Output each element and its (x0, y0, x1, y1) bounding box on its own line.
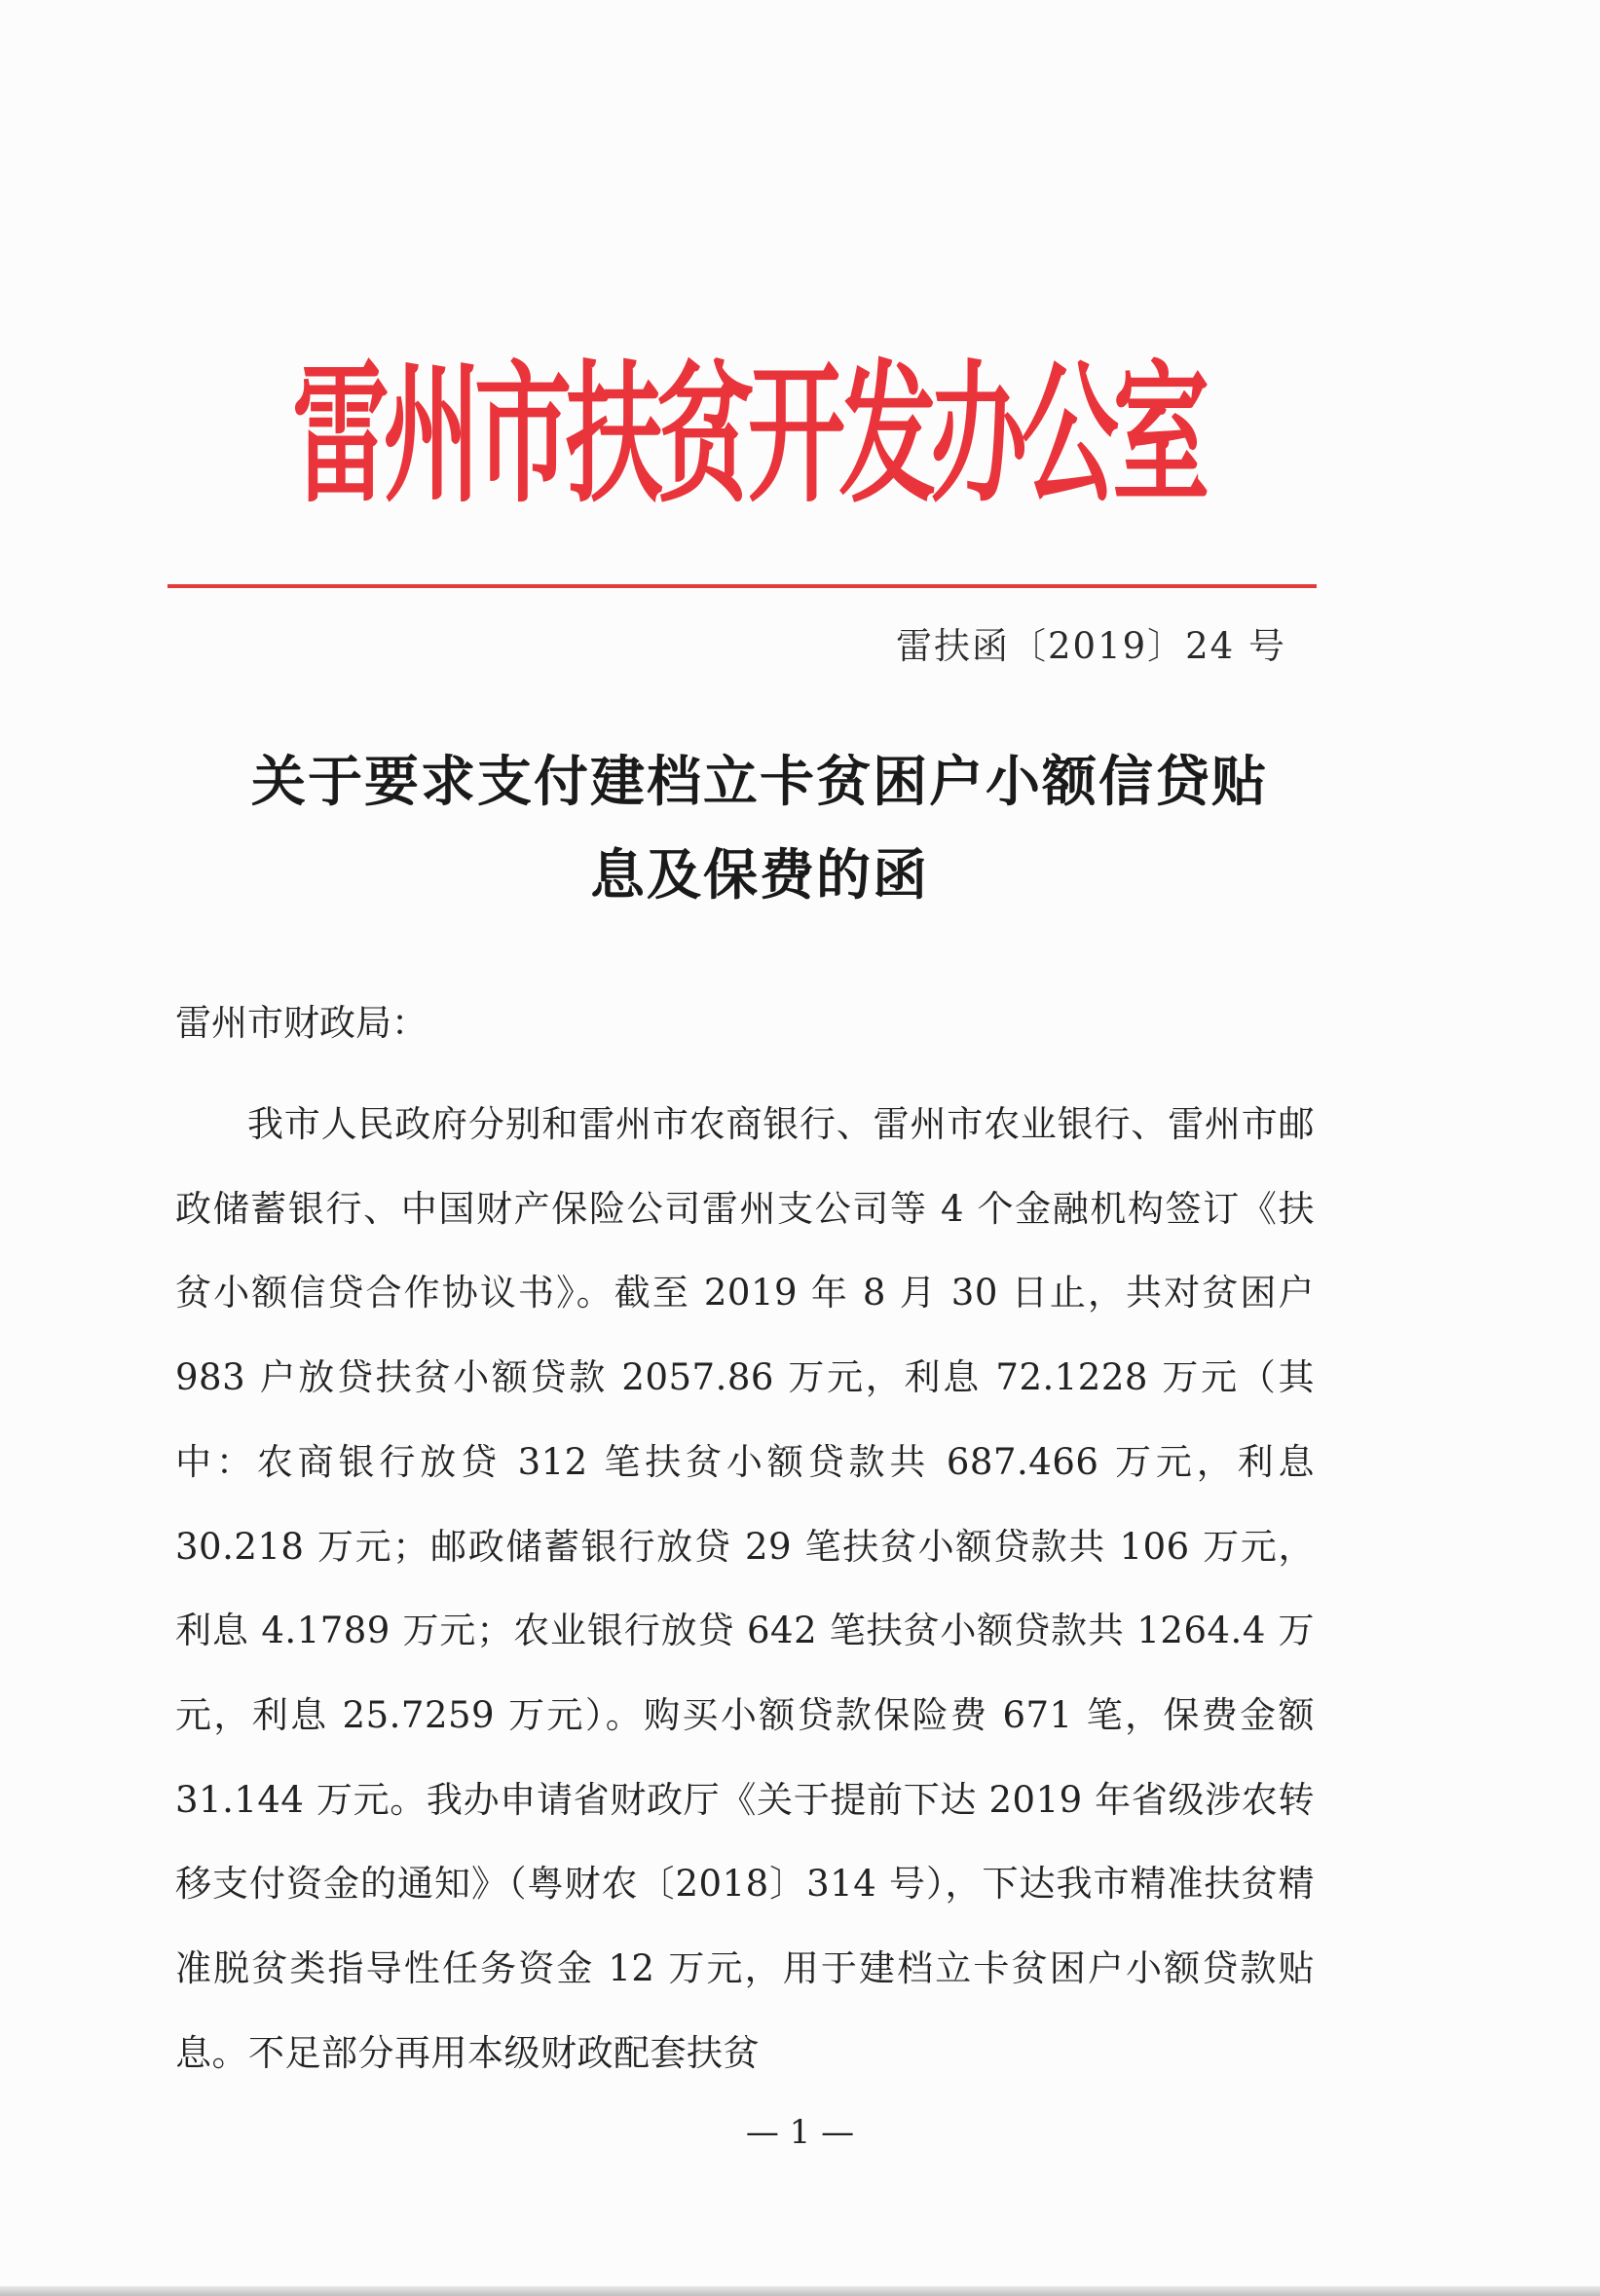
document-title-line-1: 关于要求支付建档立卡贫困户小额信贷贴 (251, 750, 1268, 814)
addressee: 雷州市财政局： (175, 1002, 428, 1044)
scan-bottom-edge (0, 2286, 1600, 2296)
document-number: 雷扶函〔2019〕24 号 (895, 625, 1286, 667)
page-number: — 1 — (745, 2113, 855, 2152)
letterhead-red-rule (167, 584, 1317, 588)
document-title (156, 735, 1363, 922)
body-paragraph: 我市人民政府分别和雷州市农商银行、雷州市农业银行、雷州市邮政储蓄银行、中国财产保险公司雷州支公司等 4 个金融机构签订《扶贫小额信贷合作协议书》。截至 2019 年 8 月 30 日止，共对贫困户 983 户放贷扶贫小额贷款 2057.86 万元，利息 72.1228 万元（其中：农商银行放贷 312 笔扶贫小额贷款共 687.466 万元，利息 30.218 万元；邮政储蓄银行放贷 29 笔扶贫小额贷款共 106 万元，利息 4.1789 万元；农业银行放贷 642 笔扶贫小额贷款共 1264.4 万元，利息 25.7259 万元）。购买小额贷款保险费 671 笔，保费金额 31.144 万元。我办申请省财政厅《关于提前下达 2019 年省级涉农转移支付资金的通知》（粤财农〔2018〕314 号），下达我市精准扶贫精准脱贫类指导性任务资金 12 万元，用于建档立卡贫困户小额贷款贴息。不足部分再用本级财政配套扶贫 (175, 1103, 1315, 2074)
document-title-line-2: 息及保费的函 (590, 843, 929, 907)
letterhead-org-name: 雷州市扶贫开发办公室 (292, 347, 1205, 525)
